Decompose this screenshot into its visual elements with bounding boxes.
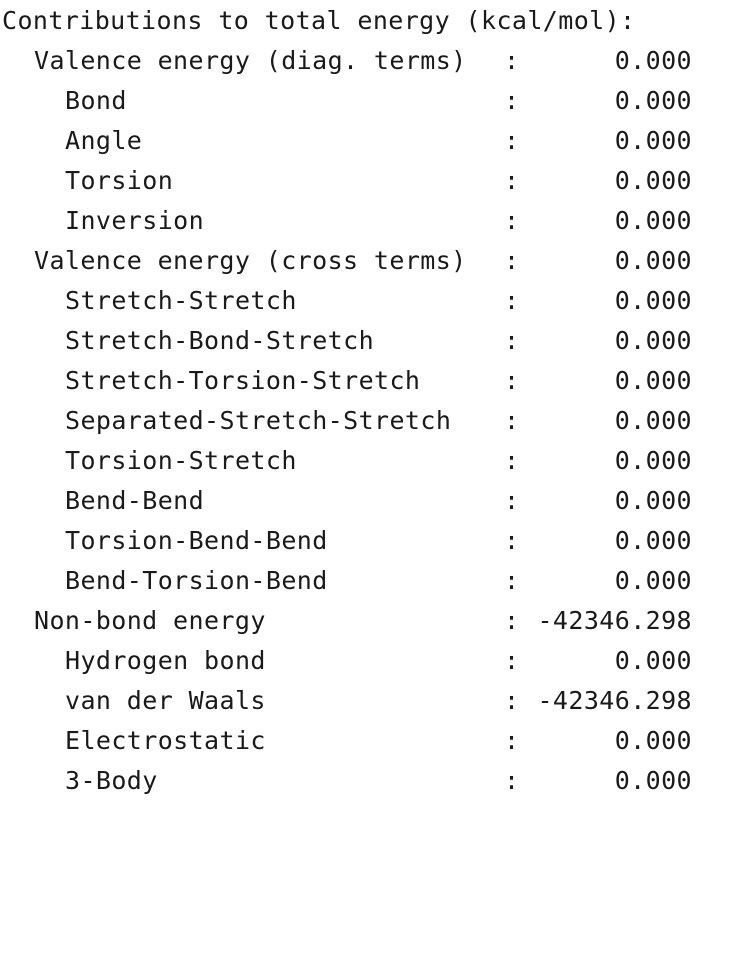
energy-row-bond — [0, 81, 746, 121]
row-colon: : — [504, 126, 520, 155]
row-label: Valence energy (cross terms) — [34, 246, 467, 275]
row-value: 0.000 — [614, 166, 692, 195]
row-label: 3-Body — [65, 766, 158, 795]
row-value: 0.000 — [614, 566, 692, 595]
row-colon: : — [504, 486, 520, 515]
row-colon: : — [504, 246, 520, 275]
row-colon: : — [504, 646, 520, 675]
row-label: Valence energy (diag. terms) — [34, 46, 467, 75]
row-value: 0.000 — [614, 46, 692, 75]
row-value: 0.000 — [614, 126, 692, 155]
energy-row-torsion-stretch — [0, 441, 746, 481]
energy-row-electrostatic — [0, 721, 746, 761]
energy-row-torsion-bend-bend — [0, 521, 746, 561]
row-value: 0.000 — [614, 526, 692, 555]
row-colon: : — [504, 726, 520, 755]
output-header-line — [0, 1, 746, 41]
row-label: Separated-Stretch-Stretch — [65, 406, 452, 435]
energy-row-torsion — [0, 161, 746, 201]
energy-row-stretch-torsion-stretch — [0, 361, 746, 401]
row-colon: : — [504, 86, 520, 115]
row-label: Torsion — [65, 166, 174, 195]
row-colon: : — [504, 686, 520, 715]
row-label: Hydrogen bond — [65, 646, 266, 675]
output-header: Contributions to total energy (kcal/mol): — [2, 6, 636, 35]
row-label: Stretch-Stretch — [65, 286, 297, 315]
row-colon: : — [504, 606, 520, 635]
row-colon: : — [504, 46, 520, 75]
energy-row-non-bond — [0, 601, 746, 641]
row-colon: : — [504, 766, 520, 795]
row-value: 0.000 — [614, 366, 692, 395]
row-value: 0.000 — [614, 766, 692, 795]
row-value: 0.000 — [614, 406, 692, 435]
row-label: Bend-Torsion-Bend — [65, 566, 328, 595]
energy-row-3-body — [0, 761, 746, 801]
row-value: 0.000 — [614, 446, 692, 475]
row-value: 0.000 — [614, 646, 692, 675]
energy-row-hydrogen-bond — [0, 641, 746, 681]
energy-row-stretch-bond-stretch — [0, 321, 746, 361]
row-value: -42346.298 — [537, 686, 692, 715]
row-colon: : — [504, 526, 520, 555]
energy-row-separated-stretch-stretch — [0, 401, 746, 441]
row-label: Angle — [65, 126, 143, 155]
energy-row-inversion — [0, 201, 746, 241]
row-value: 0.000 — [614, 206, 692, 235]
energy-row-stretch-stretch — [0, 281, 746, 321]
energy-row-bend-bend — [0, 481, 746, 521]
row-label: Torsion-Stretch — [65, 446, 297, 475]
row-value: 0.000 — [614, 326, 692, 355]
energy-row-valence-cross — [0, 241, 746, 281]
row-value: -42346.298 — [537, 606, 692, 635]
row-value: 0.000 — [614, 86, 692, 115]
row-label: Stretch-Torsion-Stretch — [65, 366, 421, 395]
row-label: Non-bond energy — [34, 606, 266, 635]
row-label: Bond — [65, 86, 127, 115]
row-value: 0.000 — [614, 246, 692, 275]
energy-row-valence-diag — [0, 41, 746, 81]
row-colon: : — [504, 326, 520, 355]
row-colon: : — [504, 446, 520, 475]
row-colon: : — [504, 366, 520, 395]
row-label: Inversion — [65, 206, 205, 235]
row-colon: : — [504, 566, 520, 595]
energy-row-angle — [0, 121, 746, 161]
row-colon: : — [504, 406, 520, 435]
energy-row-van-der-waals — [0, 681, 746, 721]
row-colon: : — [504, 166, 520, 195]
row-label: Stretch-Bond-Stretch — [65, 326, 375, 355]
row-label: van der Waals — [65, 686, 266, 715]
row-label: Bend-Bend — [65, 486, 205, 515]
row-colon: : — [504, 286, 520, 315]
row-label: Electrostatic — [65, 726, 266, 755]
row-value: 0.000 — [614, 726, 692, 755]
row-value: 0.000 — [614, 486, 692, 515]
row-label: Torsion-Bend-Bend — [65, 526, 328, 555]
row-colon: : — [504, 206, 520, 235]
row-value: 0.000 — [614, 286, 692, 315]
energy-row-bend-torsion-bend — [0, 561, 746, 601]
